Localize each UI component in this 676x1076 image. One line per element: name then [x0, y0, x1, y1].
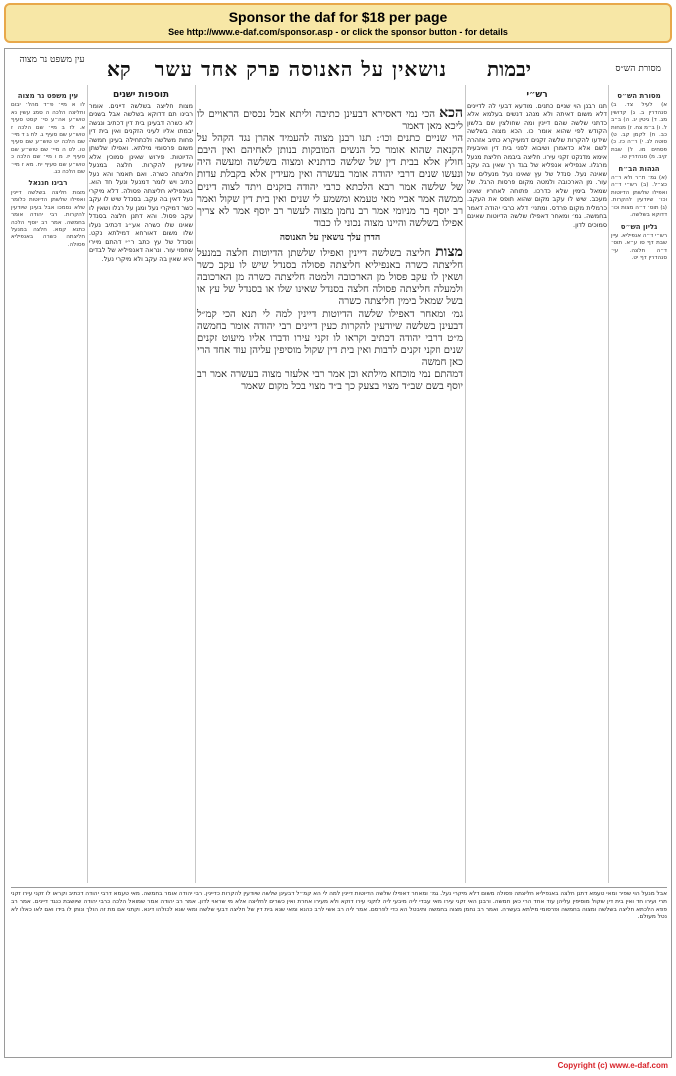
- gemara-text: [197, 107, 463, 883]
- margin-label: הגהות הב״ח: [618, 164, 660, 173]
- mishnah-text: חליצה בשלשה דיינין ואפילו שלשתן הדיוטות חלצה במנעל חליצתה כשרה באנפיליא חליצתה פסולה בסנדל שיש לו עקב כשר ושאין לו עקב פסול מן הארכובה ולמטה חליצתה כשרה מן הארכובה ולמעלה חליצתה פסולה חלצה בסנדל שאינו שלו או בסנדל של עץ או בשל שמאל בימין חליצתה כשרה: [197, 248, 463, 308]
- rashi-text: תנו רבנן הוי שניים כתנים. מודעא דבעי לה לדיינים דלא משום דאיתה ולא מנהג דנשים בעלמא אלא כדתני שלשה שהם דיינין ומה שחולצין שם בלשון הקודש לפי שהוא אומר כו. הכא מצוה בשלשה שידעו להקרות שלשה זקנים דמעיקרא כתיב אזהרה לשם אלא כדאמרן ושיבוא לפני בית דין ואיבעית אימא מדנקט זקני עירו. חליצה ביבמה חליצת מנעל מרגלו. אנפיליא אנפליא של בגד רך שאין בה עקב שאינה נעל. סנדל של עץ שאינו נעל מנעלים של עור. מן הארכובה ולמטה מקום פרסות הרגל. של שמאל בימין שלא כדרכו. פתוחה לאחריו שאינו מעכב. שיש לו עקב מקום שהוא תופס את העקב. כרמלית מקום פרדס. ומתני׳ דלא כרבי יהודה דאמר בחמשה. גמ׳ ומאחר דאפילו שלשה הדיוטות שאינם סמוכים לדון.: [467, 101, 607, 229]
- margin-text: א) לעיל צד. ב) סנהדרין ב. ג) קדושין מג. ד) גיטין יג. ה) ב״ב ל. ו) ב״מ צח. ז) מנחות כב. ח) לקמן קב. ט) סוטה לג. י) ר״ה כז. כ) פסחים מו. ל) שבת קיב. מ) סנהדרין טו.: [611, 102, 667, 161]
- column-divider: [195, 85, 196, 883]
- margin-text: לו א מיי׳ פ״ד מהל׳ יבום וחליצה הלכה ה סמג עשין נא טוש״ע אה״ע סי׳ קסט סעיף א. לז ב מיי׳ שם הלכה ז טוש״ע שם סעיף ג. לח ג ד מיי׳ שם הלכה יט טוש״ע שם סעיף טו. לט ה מיי׳ שם טוש״ע שם סעיף יז. מ ו מיי׳ שם הלכה כ טוש״ע שם סעיף יח. מא ז מיי׳ שם הלכה כג.: [11, 102, 85, 176]
- bottom-commentary: אבל מנעל הוי שפיר ומאי טעמא דתנן חלצה באנפיליא חליצתה פסולה משום דלא מיקרי נעל. גמ׳ ומאחר דאפילו שלשה הדיוטות דיינין למה לי הא קמ״ל דבעינן שלשה שיודעין להקרות כדיינין. רבי יהודה אומר בחמשה. מאי טעמא דרבי יהודה דכתיב וקראו לו זקני עירו זקני תרי ועירו חד ואין בית דין שקול מוסיפין עליהן עוד אחד הרי כאן חמשה. ורבנן האי זקני עירו מאי עבדי ליה מיבעי ליה לזקני עירו דוקא ולא מעירו אחרת ואין כשרים לחליצה אלא מי שראוי לדון. אמר רב יהודה אמר שמואל הלכה כרבי יהודה שיושבת כנגד דיינים. אמר רב פפא הלכתא חליצה בשלשה ומצוה בחמשה ופרסומי מילתא בעשרה. ואמר רב נחמן מצוה בחמשה ותיבטל הא כדי לפרסם. אמר ליה רב אשי לרב כהנא ומאי שנא בית דין של חליצה דבעי שלשה ומאי שנא לכולהו דינא. וקתני אם מת זה הולך ונותן לו בידו ואם לאו כאלו לא נטל מעולם.: [11, 887, 667, 1053]
- rashi-title: רש״י: [526, 90, 548, 100]
- chapter-header: נושאין על האנוסה פרק אחד עשר: [154, 57, 447, 81]
- masoret-header: מסורת הש״ס: [615, 64, 661, 74]
- chapter-end-marker: הדרן עלך נושאין על האנוסה: [279, 232, 381, 243]
- margin-label: מסורת הש״ס: [617, 92, 661, 100]
- margin-text: (א) גמ׳ ת״ר ולא ר״ה כצ״ל. (ב) רש״י ד״ה ואפילו שלשתן הדיוטות וכו׳ שיודעין להקרות. (ג) תוס׳ ד״ה מצות וכו׳ דדוקא בשלשה.: [611, 175, 667, 219]
- margin-label: רבינו חננאל: [28, 179, 68, 188]
- ein-mishpat-header: עין משפט נר מצוה: [19, 55, 85, 65]
- column-divider: [608, 85, 609, 883]
- gemara-body-2: גמ׳ ומאחר דאפילו שלשה הדיוטות דיינין למה לי תנא הכי קמ״ל דבעינן בשלשה שיודעין להקרות כעין דיינים רבי יהודה אומר בחמשה מ״ט דרבי יהודה דכתיב וקראו לו זקני עירו ודברו אליו מיעוט זקנים שנים וזקני זקנים לרבות ואין בית דין שקול מוסיפין עליהן עוד אחד הרי כאן חמשה: [197, 308, 463, 368]
- sponsor-title[interactable]: Sponsor the daf for $18 per page: [228, 9, 448, 25]
- sponsor-subtitle[interactable]: See http://www.e-daf.com/sponsor.asp - or click the sponsor button - for details: [168, 27, 508, 37]
- gemara-opening: הכי נמי דאסירא דבעינן כתיבה וליתא אבל נכסים הראויים לו ליכא מאן דאמר: [197, 109, 463, 133]
- folio-number: קא: [107, 57, 131, 81]
- gemara-closing: דמהתם נמי מוכחא מילתא וכן אמר רבי אלעזר מצוה בעשרה אמר רב יוסף בשם שב״ד מצוי בצעק כך ב״ד מצוי בכל מקום שאמר: [197, 368, 463, 393]
- copyright-notice: Copyright (c) www.e-daf.com: [557, 1061, 668, 1070]
- sponsor-banner[interactable]: [4, 3, 672, 43]
- rashi-commentary: [467, 89, 607, 883]
- left-margin-notes: [11, 89, 85, 883]
- tosafot-commentary: [89, 89, 193, 883]
- margin-label: עין משפט נר מצוה: [17, 92, 79, 100]
- margin-text: מצות חליצה בשלשה דיינין ואפילו שלשתן הדיוטות כלומר שלא נסמכו אבל בעינן שיודעין להקרות. רבי יהודה אומר בחמשה. אמר רב יוסף הלכה כתנא קמא. חלצה במנעל חליצתה כשרה באנפיליא פסולה.: [11, 189, 85, 248]
- right-margin-notes: [611, 89, 667, 883]
- column-divider: [87, 85, 88, 883]
- tosafot-text: מצות חליצה בשלשה דיינים. אומר רבינו תם דדוקא בשלשה אבל בשנים לא כשרה דבעינן בית דין דכתיב ונגשה יבמתו אליו לעיני הזקנים ואין בית דין פחות משלשה ולכתחילה בעינן חמשה משום פרסומי מילתא. ואפילו שלשתן הדיוטות. פירוש שאינן סמוכין אלא שיודעין להקרות. חלצה במנעל חליצתה כשרה. ואם תאמר והא נעל כתיב ויש לומר דמנעל ונעל חד הוא. באנפיליא חליצתה פסולה. דלא מיקרי נעל דאין בה עקב. בסנדל שיש לו עקב כשר דמיקרי נעל ומגן על רגלו ושאין לו עקב פסול. והא דתנן חלצה בסנדל שאינו שלו כשרה אע״ג דכתיב נעלו שלו משום דאורחא דמילתא נקט. וסנדל של עץ כתב ר״י דהתם מיירי שחפוי עור. ונראה דאנפיליא של לבדים היא שאין בה עקב ולא מיקרי נעל.: [89, 101, 193, 263]
- margin-text: רש״י ד״ה אנפיליא. עיין שבת דף סו ע״א. תוס׳ ד״ה חלצה. עי׳ סנהדרין דף יט.: [611, 232, 667, 262]
- talmud-page: [4, 48, 672, 1058]
- gemara-body: הוי שניים כתנים וכו׳: תנו רבנן מצוה להעמיד אהרן נגד הקהל על הקנאה שהוא אומר כל הנשים המובקות בנותן לאחיהם ואין היבם חולץ אלא בבית דין של שלשה כדתניא ומצוה בשלשה ומעשה היה ונעשו שנים דרבי יהודה אומר בעשרה ואין מעידין אלא בקבלת עדות של שלשה אמר רבא הלכתא כרבי יהודה בזקנים ויתד לצוה דינים ממשה אמר אביי מאי טעמא ומשמע לי שנים ואין בית דין שקול ואמר רב יוסף בר מניומי אמר רב נחמן מצוה לעשר רב יוסף אמר לא צריך אפילו בשלשה והיינו מצוה נכוני לו כבוד: [197, 133, 463, 229]
- tosafot-title: תוספות ישנים: [112, 90, 170, 100]
- column-divider: [465, 85, 466, 883]
- margin-label: גליון הש״ס: [620, 222, 658, 231]
- tractate-header: יבמות: [486, 57, 531, 81]
- mishnah-lead-word: מצות: [435, 244, 463, 261]
- gemara-lead-word: הכא: [439, 107, 463, 121]
